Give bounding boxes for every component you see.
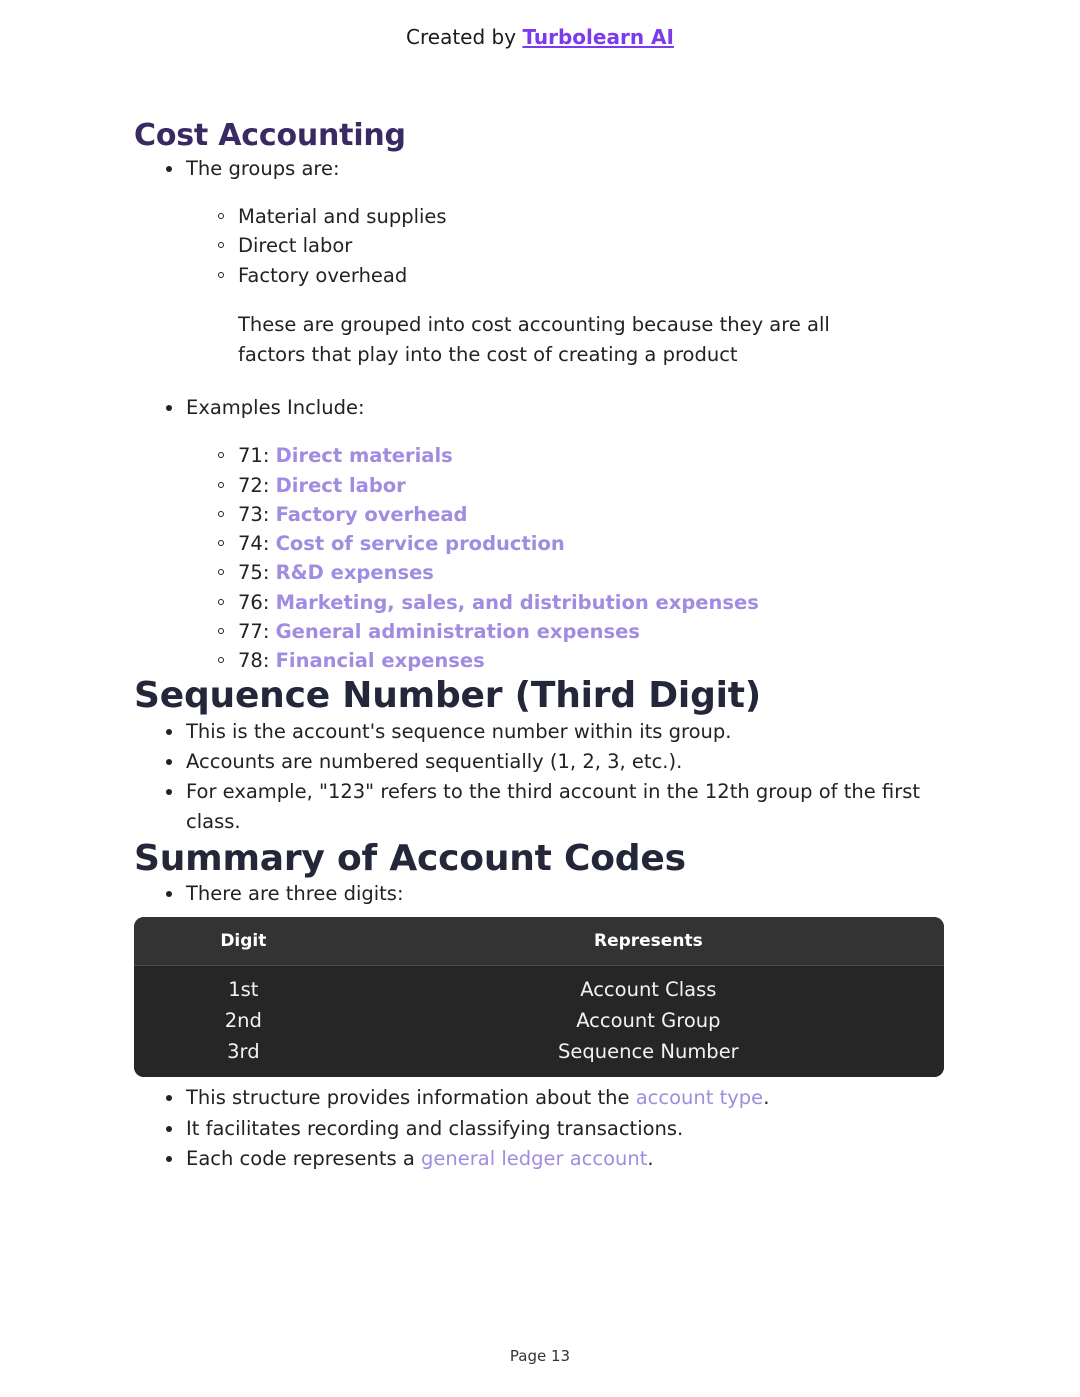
table-body xyxy=(134,966,944,1078)
list-item: Accounts are numbered sequentially (1, 2, 3, etc.). xyxy=(134,747,946,777)
account-codes-table-container xyxy=(134,917,944,1077)
list-item xyxy=(134,1114,946,1144)
groups-sublist xyxy=(186,202,946,290)
list-item xyxy=(186,500,946,529)
summary-intro-list xyxy=(134,879,946,909)
list-item-examples-intro xyxy=(134,393,946,675)
table-row xyxy=(134,1005,944,1036)
example-code: 74: xyxy=(238,532,270,556)
table-row xyxy=(134,1036,944,1077)
sequence-number-list xyxy=(134,717,946,838)
example-code: 76: xyxy=(238,590,270,614)
example-code: 72: xyxy=(238,473,270,497)
example-label: Marketing, sales, and distribution expenses xyxy=(275,590,759,614)
examples-sublist xyxy=(186,441,946,675)
cell-digit: 1st xyxy=(228,978,259,1002)
column-header-represents: Represents xyxy=(353,917,944,966)
list-item: Material and supplies xyxy=(186,202,946,231)
page-number-label: Page 13 xyxy=(509,1347,571,1365)
cell-digit: 3rd xyxy=(227,1040,260,1064)
list-item xyxy=(186,441,946,470)
list-item xyxy=(186,558,946,587)
list-item xyxy=(186,617,946,646)
example-code: 73: xyxy=(238,502,270,526)
list-item xyxy=(186,529,946,558)
heading-sequence-number: Sequence Number (Third Digit) xyxy=(134,675,762,717)
table-header-row xyxy=(134,917,944,966)
examples-intro-text: Examples Include: xyxy=(186,396,365,420)
turbolearn-link[interactable]: Turbolearn AI xyxy=(522,25,674,49)
cell-represents: Account Class xyxy=(580,978,717,1002)
table-head xyxy=(134,917,944,966)
closing-text-pre: This structure provides information about the xyxy=(186,1086,636,1110)
list-item-three-digits: There are three digits: xyxy=(134,879,946,909)
example-label: General administration expenses xyxy=(275,619,640,643)
cell-represents: Account Group xyxy=(576,1009,721,1033)
list-item xyxy=(134,1083,946,1113)
list-item xyxy=(186,646,946,675)
list-item xyxy=(186,588,946,617)
list-item: Factory overhead xyxy=(186,261,946,290)
example-code: 78: xyxy=(238,649,270,673)
page-footer xyxy=(0,1347,1080,1365)
summary-closing-list xyxy=(134,1083,946,1174)
list-item: Direct labor xyxy=(186,231,946,260)
closing-text-pre: It facilitates recording and classifying transactions. xyxy=(186,1116,684,1140)
document-header xyxy=(0,24,1080,50)
table-row xyxy=(134,966,944,1006)
cost-accounting-list xyxy=(134,154,946,675)
closing-highlight: account type xyxy=(635,1086,764,1110)
example-label: Direct materials xyxy=(275,444,453,468)
column-header-digit: Digit xyxy=(134,917,353,966)
account-codes-table xyxy=(134,917,944,1077)
example-code: 77: xyxy=(238,619,270,643)
list-item xyxy=(134,1144,946,1174)
created-by-label: Created by xyxy=(406,25,523,49)
example-label: R&D expenses xyxy=(275,561,434,585)
groups-intro-text: The groups are: xyxy=(186,157,340,180)
example-label: Direct labor xyxy=(275,473,406,497)
closing-text-post: . xyxy=(647,1146,654,1170)
list-item xyxy=(186,471,946,500)
example-label: Financial expenses xyxy=(275,649,485,673)
heading-cost-accounting: Cost Accounting xyxy=(134,118,406,153)
closing-text-post: . xyxy=(763,1086,770,1110)
example-code: 71: xyxy=(238,444,270,468)
closing-highlight: general ledger account xyxy=(421,1146,648,1170)
example-code: 75: xyxy=(238,561,270,585)
groups-explanation-paragraph: These are grouped into cost accounting because they are all factors that play into the cost of creating a product xyxy=(238,312,830,366)
heading-summary-of-account-codes: Summary of Account Codes xyxy=(134,837,686,879)
cell-digit: 2nd xyxy=(224,1009,262,1033)
list-item: This is the account's sequence number within its group. xyxy=(134,717,946,747)
cell-represents: Sequence Number xyxy=(557,1040,739,1064)
list-item: For example, "123" refers to the third account in the 12th group of the first class. xyxy=(134,777,946,837)
example-label: Factory overhead xyxy=(275,502,468,526)
document-content xyxy=(134,118,946,1174)
example-label: Cost of service production xyxy=(275,532,565,556)
list-item-groups-intro xyxy=(134,154,946,369)
closing-text-pre: Each code represents a xyxy=(186,1146,421,1170)
